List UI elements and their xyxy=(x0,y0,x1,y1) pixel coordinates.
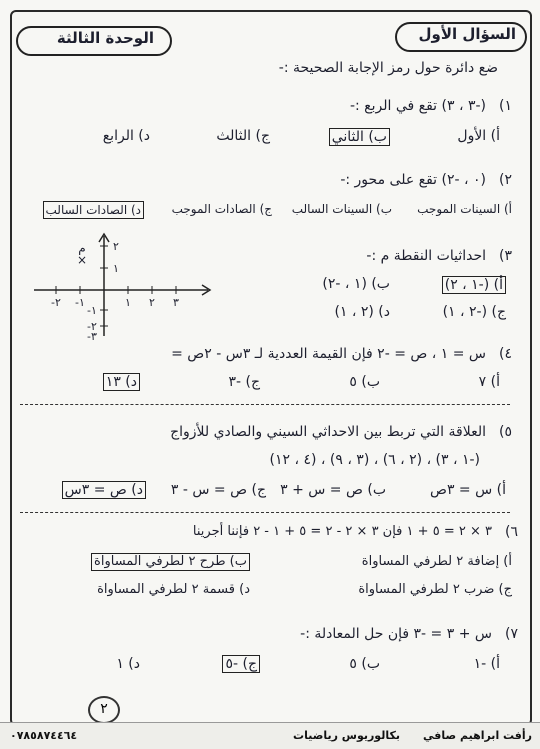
x-tick-label: -١ xyxy=(75,296,85,309)
q3-option-c: ج) (-٢ ، ١) xyxy=(442,304,506,320)
q6-option-b xyxy=(91,553,250,571)
q3-text: احداثيات النقطة م :- xyxy=(366,248,486,264)
q2-answer-box: د) الصادات السالب xyxy=(43,201,144,219)
q4-option-d xyxy=(103,373,140,391)
q6-option-d: د) قسمة ٢ لطرفي المساواة xyxy=(97,582,250,597)
q6-option-c: ج) ضرب ٢ لطرفي المساواة xyxy=(358,582,512,597)
q7-option-d: د) ١ xyxy=(116,656,140,672)
q1-option-b xyxy=(329,128,390,146)
q5-option-b: ب) ص = س + ٣ xyxy=(280,482,386,498)
x-tick-label: -٢ xyxy=(51,296,61,309)
q3-option-d: د) (٢ ، ١) xyxy=(334,304,390,320)
q5-option-a: أ) س = ٣ص xyxy=(430,482,506,498)
section-divider xyxy=(20,512,510,513)
section-divider xyxy=(20,404,510,405)
q5-option-d xyxy=(62,481,146,499)
footer-phone: ٠٧٨٥٨٧٤٤٦٤ xyxy=(10,729,78,742)
footer-degree: بكالوريوس رياضيات xyxy=(293,729,400,742)
q7-answer-box: ج) -٥ xyxy=(222,655,260,673)
q2-option-a: أ) السينات الموجب xyxy=(417,202,512,216)
q5-answer-box: د) ص = ٣س xyxy=(62,481,146,499)
q7-number: ٧) xyxy=(505,626,518,642)
x-tick-label: ١ xyxy=(125,296,131,309)
q4-option-c: ج) -٣ xyxy=(228,374,260,390)
y-tick-label: -١ xyxy=(87,304,97,317)
q3-option-a xyxy=(442,276,506,294)
q4-option-a: أ) ٧ xyxy=(478,374,500,390)
q1-answer-box: ب) الثاني xyxy=(329,128,390,146)
q7-option-c xyxy=(222,655,260,673)
question-title: السؤال الأول xyxy=(418,25,516,43)
q1-option-a: أ) الأول xyxy=(457,128,500,144)
q1-number: ١) xyxy=(499,98,512,114)
footer-bar xyxy=(0,722,540,749)
q7-text: س + ٣ = -٣ فإن حل المعادلة :- xyxy=(300,626,492,642)
q3-answer-box: أ) (-١ ، ٢) xyxy=(442,276,506,294)
y-tick-label: -٣ xyxy=(87,330,97,342)
q3-option-b: ب) (١ ، -٢) xyxy=(322,276,390,292)
x-tick-label: ٢ xyxy=(149,296,155,309)
q7-option-b: ب) ٥ xyxy=(349,656,380,672)
y-tick-label: ٢ xyxy=(113,240,119,253)
q4-number: ٤) xyxy=(499,346,512,362)
q6-text: ٣ × ٢ = ٥ + ١ فإن ٣ × ٢ - ٢ = ٥ + ١ - ٢ فإننا أجرينا xyxy=(192,524,492,539)
point-marker-icon: × xyxy=(76,253,88,267)
q6-answer-box: ب) طرح ٢ لطرفي المساواة xyxy=(91,553,250,571)
q2-option-d xyxy=(43,201,144,219)
footer-teacher-name: رأفت ابراهيم صافي xyxy=(423,729,532,742)
q2-text: (٠ ، -٢) تقع على محور :- xyxy=(340,172,486,188)
page-number: ٢ xyxy=(88,696,120,724)
x-tick-label: ٣ xyxy=(173,296,179,309)
y-tick-label: -٢ xyxy=(87,320,97,333)
y-tick-label: ١ xyxy=(113,262,119,275)
q2-number: ٢) xyxy=(499,172,512,188)
q1-option-d: د) الرابع xyxy=(102,128,150,144)
q1-text: (-٣ ، ٣) تقع في الربع :- xyxy=(349,98,486,114)
q5-number: ٥) xyxy=(499,424,512,440)
q6-option-a: أ) إضافة ٢ لطرفي المساواة xyxy=(361,554,512,569)
q4-text: س = ١ ، ص = -٢ فإن القيمة العددية لـ ٣س - ٢ص = xyxy=(171,346,486,362)
coordinate-plane xyxy=(30,232,220,342)
point-label: م xyxy=(78,241,86,255)
q2-option-b: ب) السينات السالب xyxy=(291,202,392,216)
q6-number: ٦) xyxy=(505,524,518,540)
q4-answer-box: د) ١٣ xyxy=(103,373,140,391)
q5-pairs: (-١ ، ٣) ، (٢ ، ٦) ، (٣ ، ٩) ، (٤ ، ١٢) xyxy=(269,452,480,468)
q7-option-a: أ) -١ xyxy=(473,656,500,672)
unit-title: الوحدة الثالثة xyxy=(56,29,154,47)
q2-option-c: ج) الصادات الموجب xyxy=(171,202,272,216)
q5-option-c: ج) ص = س - ٣ xyxy=(170,482,266,498)
page-border xyxy=(10,10,532,726)
q4-option-b: ب) ٥ xyxy=(349,374,380,390)
instruction: ضع دائرة حول رمز الإجابة الصحيحة :- xyxy=(278,60,498,76)
q5-text: العلاقة التي تربط بين الاحداثي السيني والصادي للأزواج xyxy=(170,424,486,440)
q1-option-c: ج) الثالث xyxy=(216,128,270,144)
q3-number: ٣) xyxy=(499,248,512,264)
